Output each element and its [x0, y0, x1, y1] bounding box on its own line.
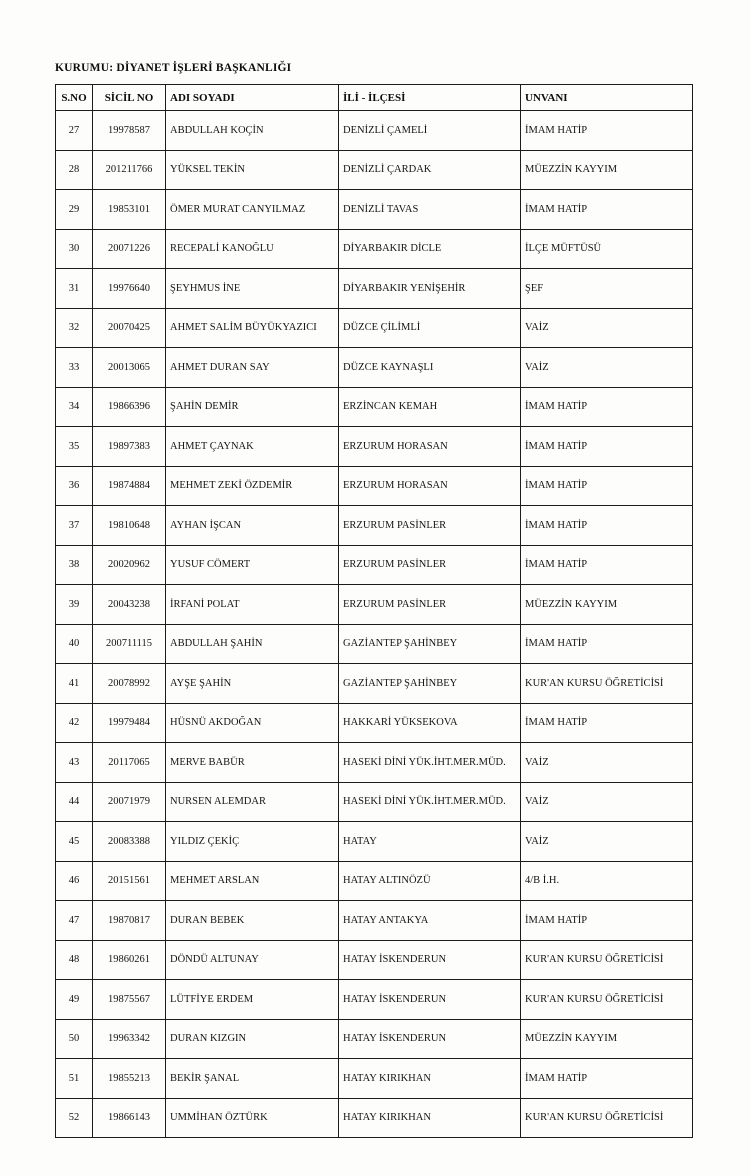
cell-adi-soyadi: ŞAHİN DEMİR	[166, 387, 339, 427]
cell-ili-ilcesi: HAKKARİ YÜKSEKOVA	[339, 703, 521, 743]
cell-ili-ilcesi: HATAY ANTAKYA	[339, 901, 521, 941]
cell-sicil-no: 20043238	[93, 585, 166, 625]
cell-adi-soyadi: MEHMET ZEKİ ÖZDEMİR	[166, 466, 339, 506]
cell-sicil-no: 19976640	[93, 269, 166, 309]
cell-unvani: İMAM HATİP	[521, 703, 693, 743]
cell-adi-soyadi: DURAN BEBEK	[166, 901, 339, 941]
cell-ili-ilcesi: DENİZLİ ÇARDAK	[339, 150, 521, 190]
cell-unvani: İMAM HATİP	[521, 901, 693, 941]
cell-sno: 50	[56, 1019, 93, 1059]
cell-ili-ilcesi: ERZİNCAN KEMAH	[339, 387, 521, 427]
cell-sno: 34	[56, 387, 93, 427]
table-row	[56, 190, 693, 230]
cell-unvani: İMAM HATİP	[521, 466, 693, 506]
table-row	[56, 545, 693, 585]
cell-adi-soyadi: ŞEYHMUS İNE	[166, 269, 339, 309]
table-row	[56, 466, 693, 506]
table-row	[56, 229, 693, 269]
cell-ili-ilcesi: DÜZCE KAYNAŞLI	[339, 348, 521, 388]
table-body	[56, 111, 693, 1138]
cell-ili-ilcesi: GAZİANTEP ŞAHİNBEY	[339, 664, 521, 704]
cell-sicil-no: 20070425	[93, 308, 166, 348]
cell-unvani: VAİZ	[521, 348, 693, 388]
cell-adi-soyadi: ABDULLAH KOÇİN	[166, 111, 339, 151]
cell-unvani: İMAM HATİP	[521, 111, 693, 151]
cell-sicil-no: 19810648	[93, 506, 166, 546]
cell-ili-ilcesi: HATAY İSKENDERUN	[339, 980, 521, 1020]
cell-ili-ilcesi: HASEKİ DİNİ YÜK.İHT.MER.MÜD.	[339, 743, 521, 783]
cell-sno: 38	[56, 545, 93, 585]
cell-sno: 45	[56, 822, 93, 862]
table-row	[56, 940, 693, 980]
table-row	[56, 901, 693, 941]
cell-unvani: MÜEZZİN KAYYIM	[521, 585, 693, 625]
cell-ili-ilcesi: DENİZLİ TAVAS	[339, 190, 521, 230]
cell-unvani: KUR'AN KURSU ÖĞRETİCİSİ	[521, 980, 693, 1020]
cell-adi-soyadi: NURSEN ALEMDAR	[166, 782, 339, 822]
table-header	[56, 85, 693, 111]
cell-unvani: KUR'AN KURSU ÖĞRETİCİSİ	[521, 664, 693, 704]
cell-unvani: ŞEF	[521, 269, 693, 309]
cell-sno: 29	[56, 190, 93, 230]
table-row	[56, 506, 693, 546]
cell-sno: 32	[56, 308, 93, 348]
cell-unvani: İLÇE MÜFTÜSÜ	[521, 229, 693, 269]
cell-unvani: KUR'AN KURSU ÖĞRETİCİSİ	[521, 940, 693, 980]
cell-ili-ilcesi: GAZİANTEP ŞAHİNBEY	[339, 624, 521, 664]
column-header-ili-ilcesi: İLİ - İLÇESİ	[339, 85, 521, 111]
cell-ili-ilcesi: HATAY KIRIKHAN	[339, 1098, 521, 1138]
cell-sno: 52	[56, 1098, 93, 1138]
cell-ili-ilcesi: ERZURUM PASİNLER	[339, 545, 521, 585]
cell-sicil-no: 20078992	[93, 664, 166, 704]
cell-sno: 37	[56, 506, 93, 546]
cell-sicil-no: 19853101	[93, 190, 166, 230]
cell-adi-soyadi: LÜTFİYE ERDEM	[166, 980, 339, 1020]
table-row	[56, 1059, 693, 1099]
cell-adi-soyadi: DÖNDÜ ALTUNAY	[166, 940, 339, 980]
cell-unvani: İMAM HATİP	[521, 1059, 693, 1099]
cell-sno: 47	[56, 901, 93, 941]
cell-sicil-no: 19860261	[93, 940, 166, 980]
cell-sno: 41	[56, 664, 93, 704]
cell-sicil-no: 20013065	[93, 348, 166, 388]
cell-sicil-no: 201211766	[93, 150, 166, 190]
cell-ili-ilcesi: HASEKİ DİNİ YÜK.İHT.MER.MÜD.	[339, 782, 521, 822]
cell-sno: 51	[56, 1059, 93, 1099]
cell-sno: 44	[56, 782, 93, 822]
cell-sno: 39	[56, 585, 93, 625]
cell-sicil-no: 19875567	[93, 980, 166, 1020]
table-row	[56, 664, 693, 704]
cell-ili-ilcesi: ERZURUM PASİNLER	[339, 585, 521, 625]
cell-adi-soyadi: ÖMER MURAT CANYILMAZ	[166, 190, 339, 230]
cell-ili-ilcesi: ERZURUM HORASAN	[339, 466, 521, 506]
cell-sicil-no: 20071226	[93, 229, 166, 269]
cell-sicil-no: 20117065	[93, 743, 166, 783]
cell-sicil-no: 19978587	[93, 111, 166, 151]
column-header-sno: S.NO	[56, 85, 93, 111]
cell-unvani: 4/B İ.H.	[521, 861, 693, 901]
cell-sicil-no: 20071979	[93, 782, 166, 822]
cell-adi-soyadi: HÜSNÜ AKDOĞAN	[166, 703, 339, 743]
table-row	[56, 269, 693, 309]
cell-sno: 43	[56, 743, 93, 783]
cell-unvani: İMAM HATİP	[521, 190, 693, 230]
cell-sno: 30	[56, 229, 93, 269]
cell-adi-soyadi: BEKİR ŞANAL	[166, 1059, 339, 1099]
cell-adi-soyadi: RECEPALİ KANOĞLU	[166, 229, 339, 269]
cell-adi-soyadi: AYŞE ŞAHİN	[166, 664, 339, 704]
cell-sno: 48	[56, 940, 93, 980]
cell-adi-soyadi: DURAN KIZGIN	[166, 1019, 339, 1059]
cell-unvani: VAİZ	[521, 822, 693, 862]
table-row	[56, 822, 693, 862]
cell-sicil-no: 20151561	[93, 861, 166, 901]
column-header-unvani: UNVANI	[521, 85, 693, 111]
column-header-sicil-no: SİCİL NO	[93, 85, 166, 111]
cell-ili-ilcesi: HATAY KIRIKHAN	[339, 1059, 521, 1099]
table-row	[56, 111, 693, 151]
table-row	[56, 980, 693, 1020]
cell-sicil-no: 19963342	[93, 1019, 166, 1059]
document-title: KURUMU: DİYANET İŞLERİ BAŞKANLIĞI	[55, 62, 292, 74]
cell-unvani: İMAM HATİP	[521, 624, 693, 664]
cell-unvani: MÜEZZİN KAYYIM	[521, 150, 693, 190]
table-row	[56, 348, 693, 388]
column-header-adi-soyadi: ADI SOYADI	[166, 85, 339, 111]
cell-unvani: İMAM HATİP	[521, 545, 693, 585]
table-row	[56, 585, 693, 625]
cell-adi-soyadi: YILDIZ ÇEKİÇ	[166, 822, 339, 862]
cell-sno: 28	[56, 150, 93, 190]
cell-adi-soyadi: YUSUF CÖMERT	[166, 545, 339, 585]
cell-ili-ilcesi: HATAY İSKENDERUN	[339, 940, 521, 980]
cell-sicil-no: 19870817	[93, 901, 166, 941]
table-row	[56, 427, 693, 467]
cell-sno: 33	[56, 348, 93, 388]
cell-sicil-no: 19855213	[93, 1059, 166, 1099]
cell-adi-soyadi: UMMİHAN ÖZTÜRK	[166, 1098, 339, 1138]
header-row	[56, 85, 693, 111]
cell-sicil-no: 19979484	[93, 703, 166, 743]
cell-ili-ilcesi: ERZURUM HORASAN	[339, 427, 521, 467]
cell-sno: 46	[56, 861, 93, 901]
cell-sno: 40	[56, 624, 93, 664]
cell-ili-ilcesi: DİYARBAKIR YENİŞEHİR	[339, 269, 521, 309]
cell-sicil-no: 20083388	[93, 822, 166, 862]
table-row	[56, 703, 693, 743]
table-row	[56, 624, 693, 664]
cell-sno: 27	[56, 111, 93, 151]
cell-adi-soyadi: AHMET SALİM BÜYÜKYAZICI	[166, 308, 339, 348]
cell-sicil-no: 19866396	[93, 387, 166, 427]
cell-ili-ilcesi: HATAY İSKENDERUN	[339, 1019, 521, 1059]
cell-sicil-no: 20020962	[93, 545, 166, 585]
cell-ili-ilcesi: DİYARBAKIR DİCLE	[339, 229, 521, 269]
cell-sno: 35	[56, 427, 93, 467]
cell-sicil-no: 200711115	[93, 624, 166, 664]
table-row	[56, 150, 693, 190]
cell-unvani: MÜEZZİN KAYYIM	[521, 1019, 693, 1059]
cell-unvani: KUR'AN KURSU ÖĞRETİCİSİ	[521, 1098, 693, 1138]
cell-adi-soyadi: YÜKSEL TEKİN	[166, 150, 339, 190]
cell-ili-ilcesi: DENİZLİ ÇAMELİ	[339, 111, 521, 151]
cell-adi-soyadi: MERVE BABÜR	[166, 743, 339, 783]
cell-unvani: İMAM HATİP	[521, 506, 693, 546]
table-row	[56, 743, 693, 783]
table-row	[56, 1019, 693, 1059]
personnel-table	[55, 84, 693, 1138]
cell-sicil-no: 19874884	[93, 466, 166, 506]
cell-adi-soyadi: AYHAN İŞCAN	[166, 506, 339, 546]
cell-unvani: İMAM HATİP	[521, 387, 693, 427]
cell-adi-soyadi: AHMET DURAN SAY	[166, 348, 339, 388]
table-row	[56, 1098, 693, 1138]
cell-sicil-no: 19897383	[93, 427, 166, 467]
cell-sno: 42	[56, 703, 93, 743]
table-row	[56, 387, 693, 427]
cell-sno: 36	[56, 466, 93, 506]
cell-unvani: VAİZ	[521, 743, 693, 783]
cell-ili-ilcesi: DÜZCE ÇİLİMLİ	[339, 308, 521, 348]
cell-adi-soyadi: İRFANİ POLAT	[166, 585, 339, 625]
cell-sno: 31	[56, 269, 93, 309]
cell-adi-soyadi: AHMET ÇAYNAK	[166, 427, 339, 467]
cell-unvani: VAİZ	[521, 782, 693, 822]
cell-sicil-no: 19866143	[93, 1098, 166, 1138]
table-row	[56, 308, 693, 348]
cell-unvani: İMAM HATİP	[521, 427, 693, 467]
cell-adi-soyadi: MEHMET ARSLAN	[166, 861, 339, 901]
table-row	[56, 861, 693, 901]
cell-ili-ilcesi: HATAY	[339, 822, 521, 862]
cell-unvani: VAİZ	[521, 308, 693, 348]
cell-adi-soyadi: ABDULLAH ŞAHİN	[166, 624, 339, 664]
cell-ili-ilcesi: HATAY ALTINÖZÜ	[339, 861, 521, 901]
cell-ili-ilcesi: ERZURUM PASİNLER	[339, 506, 521, 546]
table-row	[56, 782, 693, 822]
cell-sno: 49	[56, 980, 93, 1020]
